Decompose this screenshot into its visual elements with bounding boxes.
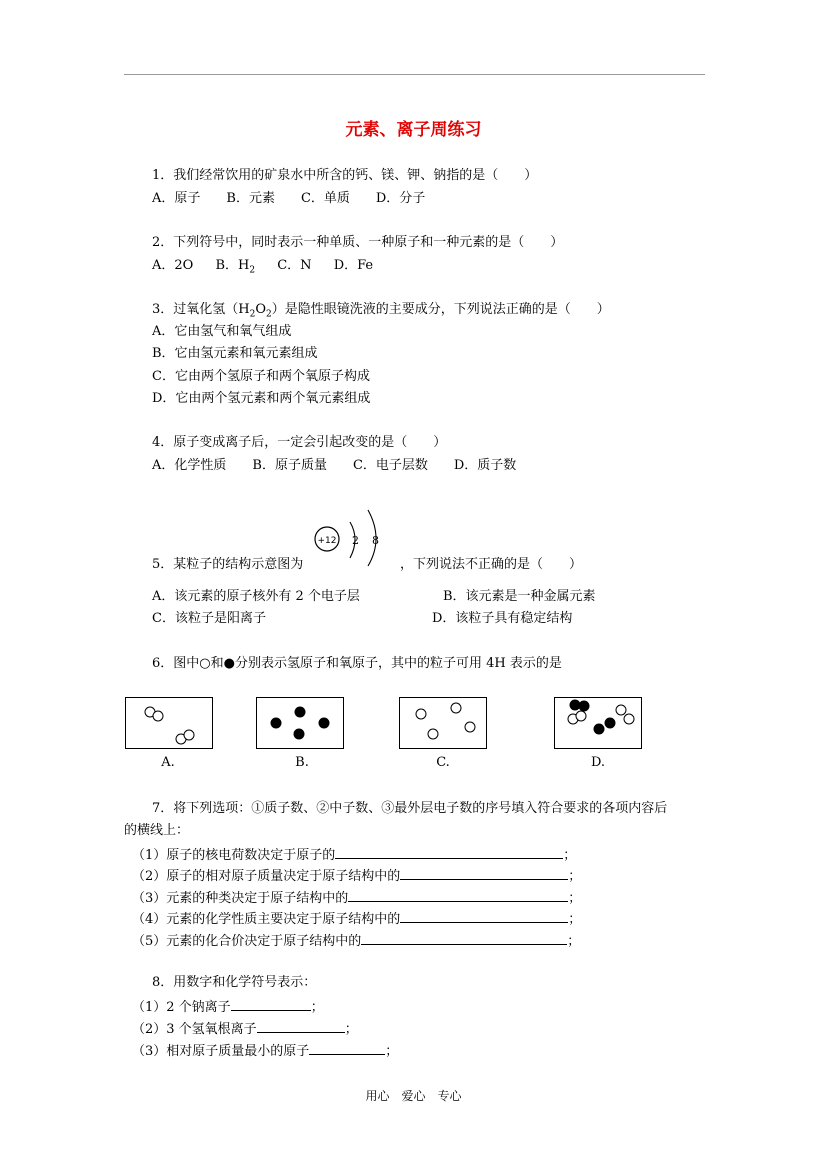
q3-option-a: A．它由氢气和氧气组成: [152, 324, 292, 339]
q5-option-a: A．该元素的原子核外有 2 个电子层: [152, 589, 360, 604]
q4-stem: 4．原子变成离子后，一定会引起改变的是（ ）: [152, 435, 447, 450]
particle-box-d: [554, 697, 642, 749]
atom-structure-diagram: [312, 504, 387, 568]
box-label-c: C.: [436, 755, 450, 770]
header-rule: [124, 74, 705, 75]
particle-box-c: [399, 697, 487, 749]
q8-stem: 8．用数字和化学符号表示：: [152, 975, 317, 990]
q7-item-3: （3）元素的种类决定于原子结构中的 ；: [132, 888, 581, 907]
box-label-b: B.: [295, 755, 309, 770]
q7-item-4: （4）元素的化学性质主要决定于原子结构中的 ；: [132, 909, 581, 928]
q4-options: A．化学性质 B．原子质量 C．电子层数 D．质子数: [152, 458, 517, 473]
q8-item-3: （3）相对原子质量最小的原子 ；: [132, 1041, 398, 1060]
q7-stem-line2: 的横线上：: [124, 823, 190, 838]
particle-box-b: [256, 697, 344, 749]
q5-stem-post: ，下列说法不正确的是（ ）: [400, 557, 583, 572]
shell-2-count: 8: [372, 534, 379, 547]
q7-blank-5[interactable]: [361, 931, 567, 945]
q2-option-d: D．Fe: [333, 258, 374, 273]
q6-stem: 6．图中○和●分别表示氢原子和氧原子，其中的粒子可用 4H 表示的是: [152, 656, 562, 671]
q2-option-a: A．2O: [152, 258, 194, 273]
q3-option-c: C．它由两个氢原子和两个氧原子构成: [152, 369, 370, 384]
q5-option-d: D．该粒子具有稳定结构: [432, 611, 573, 626]
q8-blank-3[interactable]: [309, 1041, 385, 1055]
q8-item-2: （2）3 个氢氧根离子 ；: [132, 1019, 358, 1038]
q8-blank-2[interactable]: [257, 1019, 345, 1033]
q7-item-5: （5）元素的化合价决定于原子结构中的 ；: [132, 931, 580, 950]
q2-option-c: C．N: [277, 258, 312, 273]
q7-blank-1[interactable]: [335, 845, 563, 859]
q2-options: [152, 258, 373, 274]
q2-stem: 2．下列符号中，同时表示一种单质、一种原子和一种元素的是（ ）: [152, 235, 564, 250]
q7-blank-3[interactable]: [348, 888, 568, 902]
box-label-a: A.: [161, 755, 175, 770]
page-footer: 用心 爱心 专心: [365, 1089, 462, 1103]
q3-option-d: D．它由两个氢元素和两个氧元素组成: [152, 391, 371, 406]
q7-blank-4[interactable]: [400, 909, 568, 923]
q3-stem: 3．过氧化氢$(H_2O_2)$是隐性眼镜洗液的主要成分，下列说法正确的是（ ）: [152, 302, 610, 320]
q7-item-2: （2）原子的相对原子质量决定于原子结构中的 ；: [132, 866, 581, 885]
q8-item-1: （1）2 个钠离子 ；: [132, 997, 324, 1016]
q8-blank-1[interactable]: [231, 997, 311, 1011]
box-label-d: D.: [590, 755, 606, 770]
q5-stem-pre: 5．某粒子的结构示意图为: [152, 557, 304, 572]
q5-option-c: C．该粒子是阳离子: [152, 611, 266, 626]
q1-options: A．原子 B．元素 C．单质 D．分子: [152, 191, 426, 206]
q7-blank-2[interactable]: [400, 866, 568, 880]
shell-1-count: 2: [352, 534, 359, 547]
q2-option-b: B．$H_2$: [215, 258, 256, 276]
q3-option-b: B．它由氢元素和氧元素组成: [152, 346, 318, 361]
q7-item-1: （1）原子的核电荷数决定于原子的 ；: [132, 845, 576, 864]
nucleus-charge: +12: [317, 536, 337, 546]
q7-stem-line1: 7．将下列选项：①质子数、②中子数、③最外层电子数的序号填入符合要求的各项内容后: [152, 801, 668, 816]
q1-stem: 1．我们经常饮用的矿泉水中所含的钙、镁、钾、钠指的是（ ）: [152, 168, 538, 183]
q5-option-b: B．该元素是一种金属元素: [443, 589, 596, 604]
page-title: 元素、离子周练习: [345, 120, 482, 140]
particle-box-a: [125, 697, 213, 749]
